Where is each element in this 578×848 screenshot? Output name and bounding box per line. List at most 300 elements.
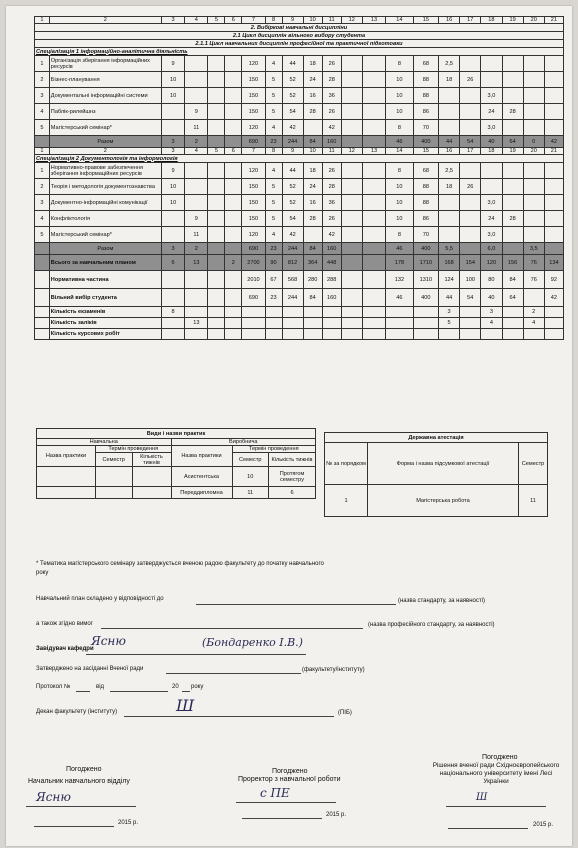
summary-c8 [265, 307, 282, 318]
course-name: Магістерський семінар* [49, 227, 161, 243]
total-semester: 44 [439, 136, 460, 148]
col-number: 1 [35, 17, 50, 24]
grand-total-c11: 448 [322, 255, 341, 271]
summary-c6 [225, 289, 242, 307]
cell-c13 [362, 227, 385, 243]
agree-year: 2015 р. [326, 812, 347, 818]
summary-c14: 132 [386, 271, 414, 289]
summary-row [35, 329, 564, 340]
total-semester: 42 [544, 136, 563, 148]
total-semester: 5,5 [439, 243, 460, 255]
head-line [86, 654, 306, 655]
grand-total-c4: 13 [185, 255, 208, 271]
summary-row [35, 271, 564, 289]
composed-note: (назва стандарту, за наявності) [398, 598, 485, 604]
summary-c9 [282, 318, 303, 329]
cell-c13 [362, 72, 385, 88]
practice-name-col-2: Назва практики [171, 446, 232, 467]
semester-hours [460, 88, 481, 104]
summary-c14 [386, 318, 414, 329]
agree-year: 2015 р. [118, 820, 139, 826]
col-number: 12 [341, 148, 362, 155]
summary-c5 [208, 318, 225, 329]
summary-semester [502, 318, 523, 329]
cell-c15: 88 [413, 179, 438, 195]
cell-c14: 10 [386, 72, 414, 88]
summary-c13 [362, 307, 385, 318]
cell-c3 [161, 104, 184, 120]
cell-c9: 42 [282, 120, 303, 136]
cell-c7: 150 [242, 179, 265, 195]
grand-total-semester: 156 [502, 255, 523, 271]
cell-c6 [225, 72, 242, 88]
practice-educational: Навчальна [37, 439, 172, 446]
total-label: Разом [49, 136, 161, 148]
semester-hours [523, 211, 544, 227]
summary-c15: 400 [413, 289, 438, 307]
practice-term-col-2: Термін проведення [232, 446, 316, 453]
total-c14: 46 [386, 243, 414, 255]
summary-c12 [341, 271, 362, 289]
semester-hours [439, 88, 460, 104]
cell-c3: 9 [161, 56, 184, 72]
summary-c11: 288 [322, 271, 341, 289]
semester-hours [502, 56, 523, 72]
col-number: 2 [49, 148, 161, 155]
cell-c13 [362, 179, 385, 195]
practice-table [36, 428, 316, 499]
practice-row-sem: 10 [232, 467, 269, 487]
cell-c6 [225, 88, 242, 104]
summary-c10 [303, 329, 322, 340]
summary-c11: 160 [322, 289, 341, 307]
summary-c4 [185, 289, 208, 307]
course-name: Бізнес-планування [49, 72, 161, 88]
semester-hours [502, 88, 523, 104]
cell-c3: 10 [161, 179, 184, 195]
semester-hours [544, 56, 563, 72]
semester-hours: 3,0 [481, 227, 502, 243]
cell-c6 [225, 163, 242, 179]
semester-hours [544, 195, 563, 211]
summary-c7 [242, 307, 265, 318]
cell-c8: 5 [265, 179, 282, 195]
course-name: Документальні інформаційні системи [49, 88, 161, 104]
summary-semester [502, 329, 523, 340]
protocol-year-line [182, 691, 190, 692]
semester-hours [544, 227, 563, 243]
cell-c14: 10 [386, 88, 414, 104]
cell-c4 [185, 163, 208, 179]
cell-c13 [362, 120, 385, 136]
cell-c5 [208, 163, 225, 179]
total-c5 [208, 136, 225, 148]
cell-c6 [225, 120, 242, 136]
practice-term-col: Термін проведення [96, 446, 172, 453]
row-number: 2 [35, 179, 50, 195]
summary-label: Вільний вибір студента [49, 289, 161, 307]
summary-semester [523, 329, 544, 340]
summary-c11 [322, 307, 341, 318]
total-c3: 3 [161, 136, 184, 148]
total-c4: 2 [185, 243, 208, 255]
cell-c10: 18 [303, 56, 322, 72]
summary-c4: 13 [185, 318, 208, 329]
agree-title: Погоджено [482, 754, 518, 761]
semester-hours: 26 [460, 72, 481, 88]
col-number: 8 [265, 17, 282, 24]
row-number: 1 [35, 163, 50, 179]
summary-c8 [265, 318, 282, 329]
cell-c11: 36 [322, 195, 341, 211]
cell-c15: 70 [413, 120, 438, 136]
summary-label: Нормативна частина [49, 271, 161, 289]
cell-c6 [225, 56, 242, 72]
grand-total-c15: 1710 [413, 255, 438, 271]
semester-hours [523, 195, 544, 211]
col-number: 19 [502, 148, 523, 155]
semester-hours: 3,0 [481, 195, 502, 211]
total-c8: 23 [265, 243, 282, 255]
cell-c11: 42 [322, 120, 341, 136]
total-c3: 3 [161, 243, 184, 255]
protocol-from: від [96, 684, 105, 690]
course-row [35, 104, 564, 120]
col-number: 6 [225, 17, 242, 24]
course-row [35, 120, 564, 136]
cell-c4: 9 [185, 104, 208, 120]
summary-c12 [341, 289, 362, 307]
cell-c11: 26 [322, 56, 341, 72]
summary-c7: 690 [242, 289, 265, 307]
semester-hours [502, 120, 523, 136]
col-number: 20 [523, 17, 544, 24]
semester-hours [481, 56, 502, 72]
summary-c7: 2010 [242, 271, 265, 289]
total-c11: 160 [322, 136, 341, 148]
cell-c11: 26 [322, 211, 341, 227]
summary-c11 [322, 318, 341, 329]
summary-c8 [265, 329, 282, 340]
col-number: 21 [544, 17, 563, 24]
practice-row-sem: 11 [232, 487, 269, 499]
cell-c3: 10 [161, 88, 184, 104]
specialization-title: Спеціалізація 2 Документологія та інформологія [35, 155, 564, 163]
cell-c5 [208, 120, 225, 136]
total-c7: 690 [242, 243, 265, 255]
total-c12 [341, 243, 362, 255]
summary-c12 [341, 329, 362, 340]
row-number: 3 [35, 195, 50, 211]
semester-hours [544, 211, 563, 227]
cell-c10: 18 [303, 163, 322, 179]
semester-hours [544, 163, 563, 179]
semester-hours [523, 227, 544, 243]
summary-c10 [303, 307, 322, 318]
cell-c13 [362, 163, 385, 179]
summary-semester [460, 329, 481, 340]
total-c6 [225, 136, 242, 148]
semester-hours [544, 88, 563, 104]
semester-hours [502, 179, 523, 195]
summary-semester: 84 [502, 271, 523, 289]
summary-c14 [386, 329, 414, 340]
semester-hours: 24 [481, 211, 502, 227]
spec1-total-row [35, 136, 564, 148]
cell-c4 [185, 72, 208, 88]
col-number: 20 [523, 148, 544, 155]
course-name: Організація зберігання інформаційних ресурсів [49, 56, 161, 72]
cell-c13 [362, 56, 385, 72]
cell-c8: 4 [265, 56, 282, 72]
total-c15: 400 [413, 243, 438, 255]
course-row [35, 227, 564, 243]
row-number: 4 [35, 211, 50, 227]
semester-hours: 2,5 [439, 56, 460, 72]
cell-c15: 88 [413, 72, 438, 88]
summary-c13 [362, 318, 385, 329]
total-semester [502, 243, 523, 255]
agree-date-line [242, 818, 322, 819]
total-semester: 64 [502, 136, 523, 148]
cell [35, 318, 50, 329]
summary-semester [502, 307, 523, 318]
cell [35, 136, 50, 148]
summary-semester: 4 [523, 318, 544, 329]
cell-c6 [225, 227, 242, 243]
head-signature: Ясню [91, 634, 126, 648]
spec2-total-row [35, 243, 564, 255]
row-number: 1 [35, 56, 50, 72]
summary-c7 [242, 329, 265, 340]
attestation-col-no: № за порядком [325, 443, 368, 485]
semester-hours [439, 104, 460, 120]
cell-c9: 52 [282, 72, 303, 88]
summary-c6 [225, 307, 242, 318]
summary-semester: 64 [502, 289, 523, 307]
cell-c9: 54 [282, 104, 303, 120]
grand-total-c7: 2700 [242, 255, 265, 271]
cell-c9: 52 [282, 179, 303, 195]
summary-c15 [413, 307, 438, 318]
course-name: Паблік-рилейшнз [49, 104, 161, 120]
row-number: 4 [35, 104, 50, 120]
header-numbers-row [35, 17, 564, 24]
summary-semester [544, 318, 563, 329]
cell-c8: 4 [265, 227, 282, 243]
cell-c4 [185, 195, 208, 211]
cell-c14: 10 [386, 211, 414, 227]
summary-c8: 67 [265, 271, 282, 289]
grand-total-semester: 154 [460, 255, 481, 271]
cell-c5 [208, 227, 225, 243]
cell-c5 [208, 88, 225, 104]
cell-c12 [341, 227, 362, 243]
col-number: 2 [49, 17, 161, 24]
col-number: 15 [413, 148, 438, 155]
practice-row-weeks: Протягом семестру [269, 467, 316, 487]
spec2-title-row [35, 155, 564, 163]
total-semester [460, 243, 481, 255]
col-number: 14 [386, 148, 414, 155]
cell-c13 [362, 195, 385, 211]
subsection-title-row [35, 32, 564, 40]
col-number: 15 [413, 17, 438, 24]
total-semester [544, 243, 563, 255]
summary-c6 [225, 329, 242, 340]
agree-signature-3: Ш [476, 792, 488, 803]
col-number: 1 [35, 148, 50, 155]
semester-hours: 3,0 [481, 120, 502, 136]
cell-c12 [341, 120, 362, 136]
col-number: 5 [208, 17, 225, 24]
summary-c9: 568 [282, 271, 303, 289]
total-semester: 40 [481, 136, 502, 148]
total-c6 [225, 243, 242, 255]
summary-c3 [161, 289, 184, 307]
cell-c10 [303, 120, 322, 136]
semester-hours [502, 195, 523, 211]
total-c10: 84 [303, 136, 322, 148]
semester-hours [460, 211, 481, 227]
cell-c10: 28 [303, 211, 322, 227]
summary-label: Кількість екзаменів [49, 307, 161, 318]
course-row [35, 163, 564, 179]
summary-row [35, 289, 564, 307]
agree-subtitle: Начальник навчального відділу [28, 778, 130, 785]
cell-c5 [208, 211, 225, 227]
cell-c12 [341, 179, 362, 195]
dean-signature: Ш [176, 696, 195, 715]
total-label: Разом [49, 243, 161, 255]
agree-title: Погоджено [272, 768, 308, 775]
total-c11: 160 [322, 243, 341, 255]
cell [35, 329, 50, 340]
practice-weeks-col: Кількість тижнів [132, 453, 171, 467]
course-row [35, 179, 564, 195]
summary-c4 [185, 329, 208, 340]
protocol-date-line [110, 691, 168, 692]
total-c12 [341, 136, 362, 148]
summary-semester [481, 329, 502, 340]
cell-c14: 8 [386, 56, 414, 72]
col-number: 7 [242, 17, 265, 24]
total-semester: 3,5 [523, 243, 544, 255]
col-number: 13 [362, 17, 385, 24]
semester-hours [439, 211, 460, 227]
cell-c8: 5 [265, 88, 282, 104]
cell-c10: 28 [303, 104, 322, 120]
cell-c11: 28 [322, 72, 341, 88]
summary-c5 [208, 329, 225, 340]
cell-c7: 120 [242, 227, 265, 243]
grand-total-c9: 812 [282, 255, 303, 271]
col-number: 12 [341, 17, 362, 24]
summary-label: Кількість курсових робіт [49, 329, 161, 340]
composed-line [196, 604, 396, 605]
semester-hours [544, 120, 563, 136]
cell [35, 255, 50, 271]
dean-line [124, 716, 334, 717]
sub-subsection-title-row [35, 40, 564, 48]
semester-hours: 2,5 [439, 163, 460, 179]
summary-semester: 100 [460, 271, 481, 289]
cell-c15: 86 [413, 104, 438, 120]
cell-c4: 11 [185, 120, 208, 136]
cell-c12 [341, 195, 362, 211]
summary-c8: 23 [265, 289, 282, 307]
semester-hours: 28 [502, 104, 523, 120]
summary-c4 [185, 307, 208, 318]
grand-total-c10: 364 [303, 255, 322, 271]
cell-c9: 42 [282, 227, 303, 243]
col-number: 21 [544, 148, 563, 155]
cell-c7: 150 [242, 104, 265, 120]
summary-c5 [208, 307, 225, 318]
cell [35, 271, 50, 289]
semester-hours [460, 163, 481, 179]
cell [35, 289, 50, 307]
agree-date-line [34, 826, 114, 827]
semester-hours [523, 163, 544, 179]
total-semester: 54 [460, 136, 481, 148]
summary-c12 [341, 307, 362, 318]
summary-c5 [208, 289, 225, 307]
semester-hours [460, 195, 481, 211]
cell-c4 [185, 179, 208, 195]
summary-c9: 244 [282, 289, 303, 307]
cell-c13 [362, 211, 385, 227]
section-title: 2. Вибіркові навчальні дисципліни [35, 24, 564, 32]
col-number: 5 [208, 148, 225, 155]
attestation-col-form: Форма і назва підсумкової атестації [368, 443, 519, 485]
practice-production: Виробнича [171, 439, 316, 446]
attestation-col-sem: Семестр [519, 443, 548, 485]
head-label: Завідувач кафедри [36, 646, 94, 652]
footnote: * Тематика магістерського семінару затверджується вченою радою факультету до початку навчального року [36, 561, 324, 576]
summary-c14 [386, 307, 414, 318]
agree-line [236, 802, 336, 803]
summary-semester [460, 318, 481, 329]
cell-c9: 44 [282, 56, 303, 72]
cell-c12 [341, 56, 362, 72]
cell-c3 [161, 227, 184, 243]
semester-hours: 26 [460, 179, 481, 195]
total-c9: 244 [282, 136, 303, 148]
cell-c15: 70 [413, 227, 438, 243]
protocol-no-line [76, 691, 90, 692]
semester-hours [439, 227, 460, 243]
col-number: 9 [282, 148, 303, 155]
protocol-year: 20 [172, 684, 179, 690]
col-number: 9 [282, 17, 303, 24]
cell-c11: 42 [322, 227, 341, 243]
cell-c5 [208, 104, 225, 120]
curriculum-page [6, 6, 572, 846]
semester-hours [439, 195, 460, 211]
agree-signature-1: Ясню [36, 790, 71, 804]
total-semester: 6,0 [481, 243, 502, 255]
cell-c11: 26 [322, 104, 341, 120]
semester-hours [502, 163, 523, 179]
grand-total-row [35, 255, 564, 271]
cell-c5 [208, 179, 225, 195]
summary-c13 [362, 329, 385, 340]
semester-hours [523, 88, 544, 104]
total-c7: 690 [242, 136, 265, 148]
cell-c12 [341, 163, 362, 179]
agree-signature-2: с ПЕ [260, 786, 290, 800]
